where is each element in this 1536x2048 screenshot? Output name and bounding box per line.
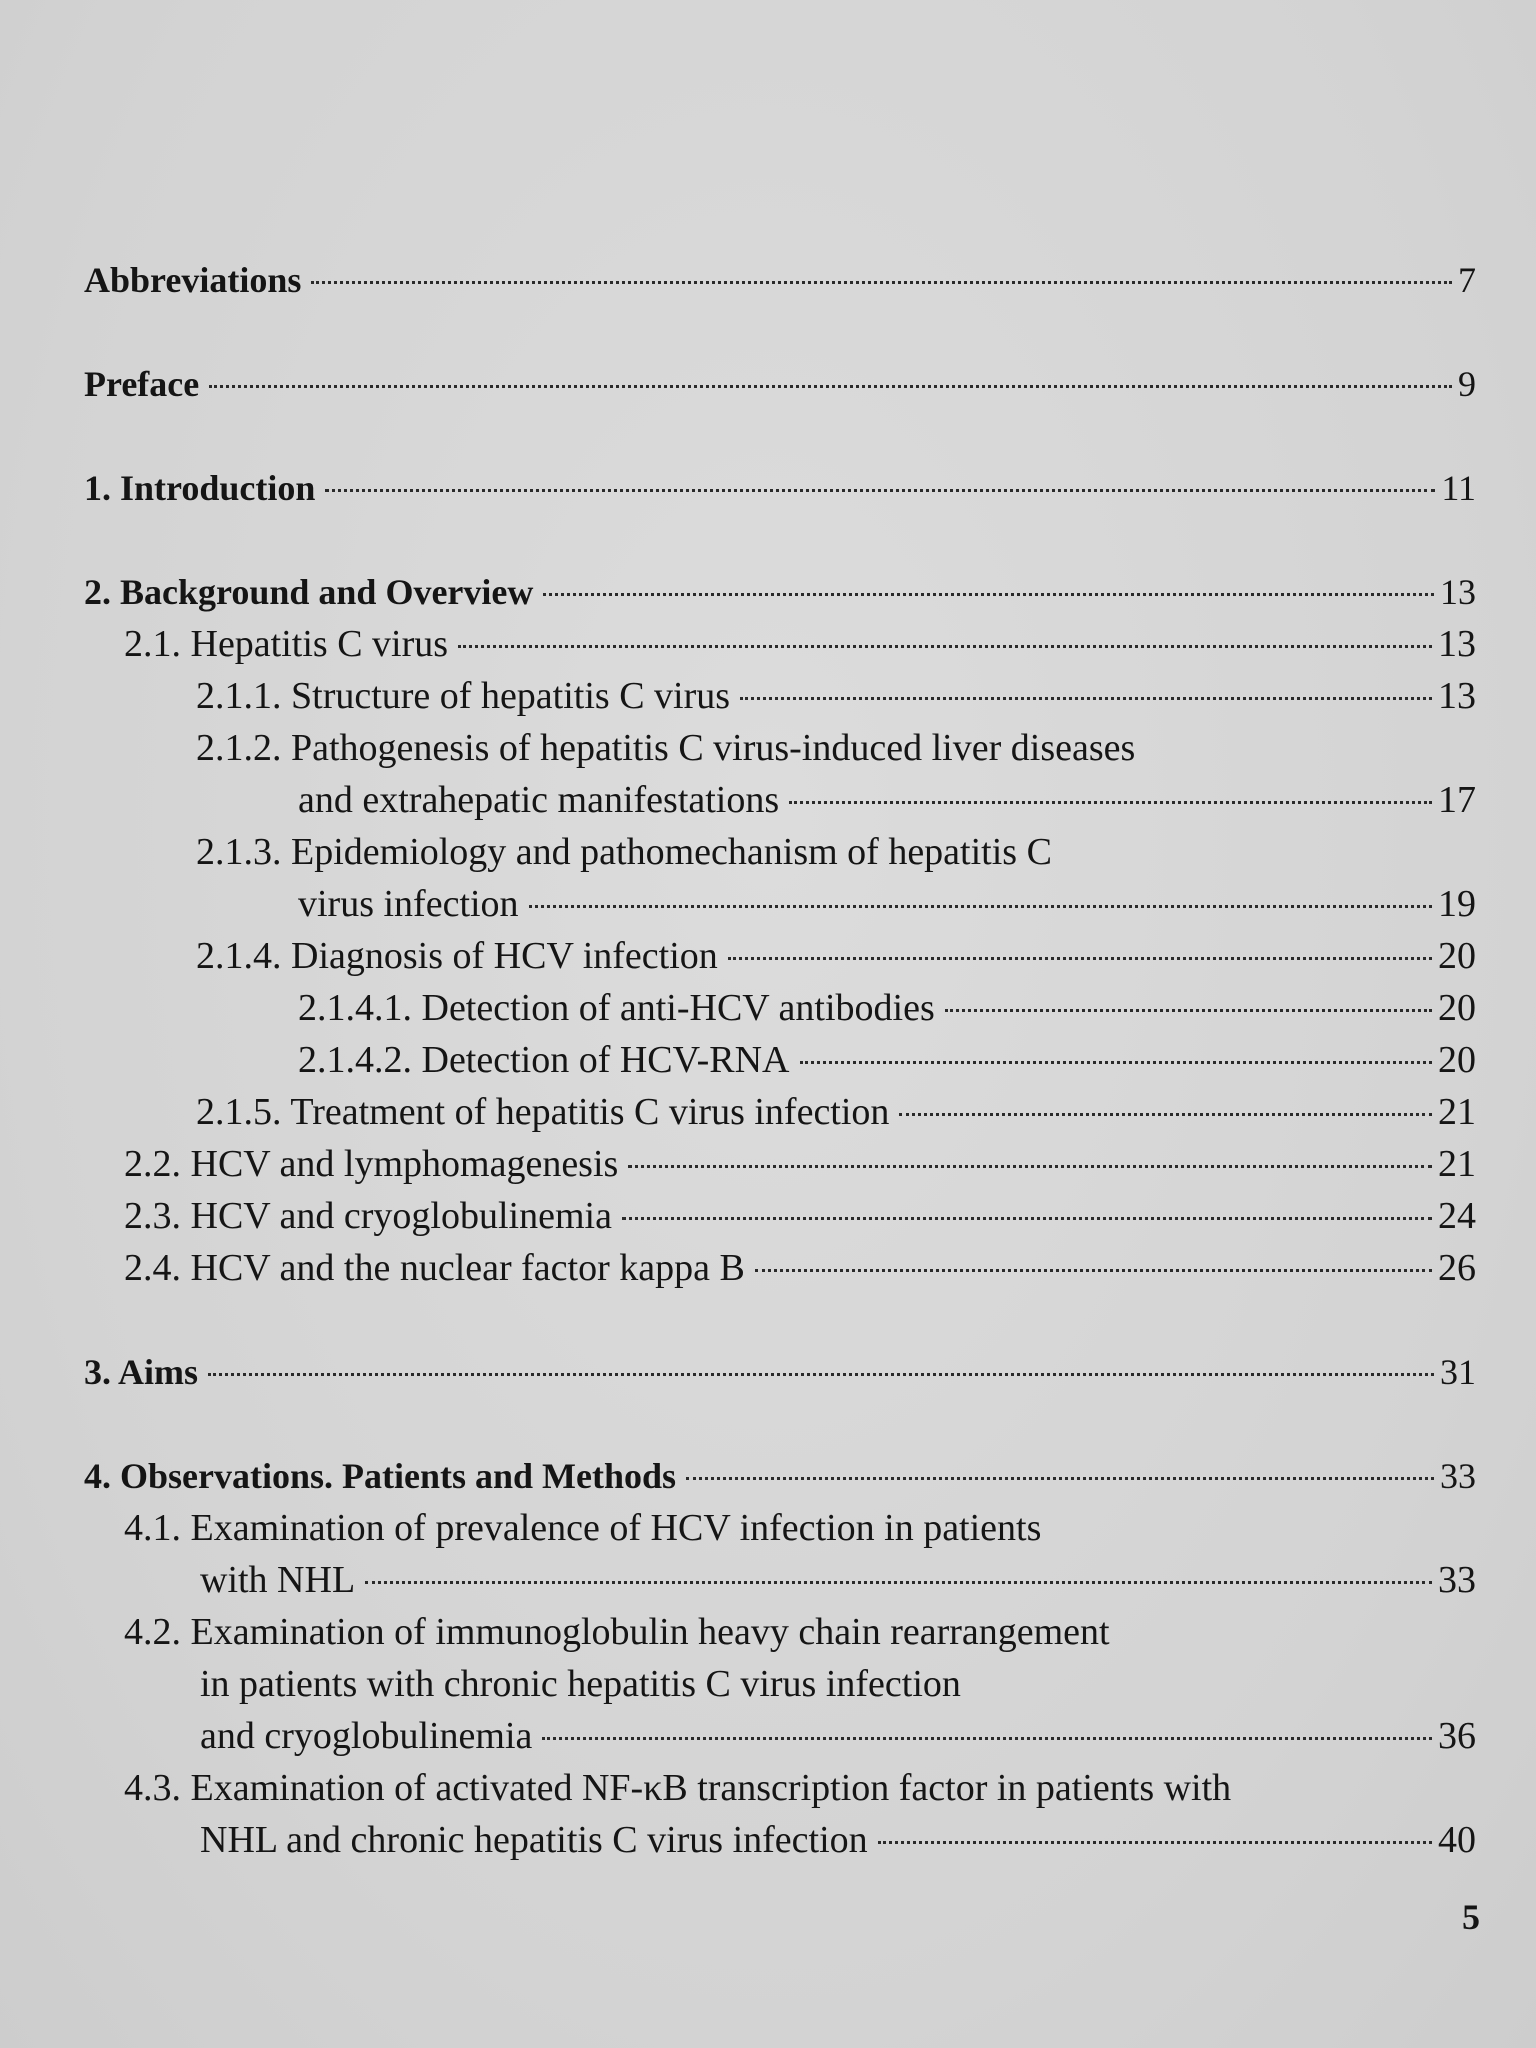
toc-page-number: 13 <box>1440 572 1476 612</box>
dot-leader <box>311 280 1452 284</box>
toc-entry-observations <box>84 1450 1476 1502</box>
toc-entry-4-3 <box>84 1762 1476 1866</box>
toc-title: 2.1.4.2. Detection of HCV-RNA <box>298 1039 790 1081</box>
toc-entry-2-1 <box>84 618 1476 670</box>
dot-leader <box>878 1840 1432 1844</box>
toc-entry-2-1-4-2 <box>84 1034 1476 1086</box>
toc-entry-introduction <box>84 462 1476 514</box>
toc-title-line: 2.1.2. Pathogenesis of hepatitis C virus-induced liver diseases <box>196 727 1136 769</box>
toc-page-number: 21 <box>1438 1091 1476 1133</box>
toc-title: 4. Observations. Patients and Methods <box>84 1456 677 1496</box>
toc-entry-2-4 <box>84 1242 1476 1294</box>
dot-leader <box>209 384 1452 388</box>
toc-page-number: 7 <box>1458 260 1476 300</box>
toc-page-number: 31 <box>1440 1352 1476 1392</box>
toc-title: 2.3. HCV and cryoglobulinemia <box>124 1195 612 1237</box>
dot-leader <box>628 1164 1432 1168</box>
toc-title-line: 4.1. Examination of prevalence of HCV infection in patients <box>124 1507 1042 1549</box>
toc-title: 2.1.5. Treatment of hepatitis C virus infection <box>196 1091 890 1133</box>
dot-leader <box>740 696 1432 700</box>
toc-title: 2.1.1. Structure of hepatitis C virus <box>196 675 731 717</box>
toc-title-line: 4.2. Examination of immunoglobulin heavy chain rearrangement <box>124 1611 1110 1653</box>
toc-entry-2-1-3 <box>84 826 1476 930</box>
toc-page-number: 19 <box>1438 883 1476 925</box>
toc-entry-abbreviations <box>84 254 1476 306</box>
toc-title-line: virus infection <box>298 883 519 925</box>
dot-leader <box>542 1736 1432 1740</box>
toc-title-line: NHL and chronic hepatitis C virus infection <box>200 1819 868 1861</box>
toc-title-line: 4.3. Examination of activated NF-κB transcription factor in patients with <box>124 1767 1232 1809</box>
toc-title-line: 2.1.3. Epidemiology and pathomechanism of hepatitis C <box>196 831 1052 873</box>
toc-title: Preface <box>84 364 200 404</box>
toc-entry-2-2 <box>84 1138 1476 1190</box>
toc-title-line: in patients with chronic hepatitis C virus infection <box>200 1663 961 1705</box>
toc-title: 2.1.4.1. Detection of anti-HCV antibodies <box>298 987 935 1029</box>
toc-page-number: 33 <box>1440 1456 1476 1496</box>
dot-leader <box>789 800 1432 804</box>
toc-entry-background <box>84 566 1476 618</box>
dot-leader <box>728 956 1432 960</box>
dot-leader <box>622 1216 1432 1220</box>
toc-title: Abbreviations <box>84 260 302 300</box>
toc-page-number: 13 <box>1438 675 1476 717</box>
toc-page-number: 40 <box>1438 1819 1476 1861</box>
toc-page-number: 20 <box>1438 935 1476 977</box>
toc-title-line: and extrahepatic manifestations <box>298 779 780 821</box>
toc-entry-aims <box>84 1346 1476 1398</box>
dot-leader <box>543 592 1434 596</box>
toc-page-number: 17 <box>1438 779 1476 821</box>
toc-title: 2.1.4. Diagnosis of HCV infection <box>196 935 718 977</box>
toc-title: 1. Introduction <box>84 468 316 508</box>
toc-entry-2-1-4 <box>84 930 1476 982</box>
dot-leader <box>945 1008 1432 1012</box>
toc-entry-2-1-5 <box>84 1086 1476 1138</box>
toc-page-number: 36 <box>1438 1715 1476 1757</box>
dot-leader <box>325 488 1435 492</box>
toc-page-number: 33 <box>1438 1559 1476 1601</box>
toc-page-number: 11 <box>1441 468 1476 508</box>
toc-title: 3. Aims <box>84 1352 199 1392</box>
toc-page-number: 24 <box>1438 1195 1476 1237</box>
toc-page-number: 20 <box>1438 1039 1476 1081</box>
toc-entry-2-1-2 <box>84 722 1476 826</box>
toc-entry-preface <box>84 358 1476 410</box>
toc-page-number: 9 <box>1458 364 1476 404</box>
toc-page-number: 21 <box>1438 1143 1476 1185</box>
dot-leader <box>365 1580 1432 1584</box>
toc-title: 2.2. HCV and lymphomagenesis <box>124 1143 619 1185</box>
toc-entry-2-1-4-1 <box>84 982 1476 1034</box>
toc-page-number: 20 <box>1438 987 1476 1029</box>
dot-leader <box>899 1112 1432 1116</box>
toc-page-number: 13 <box>1438 623 1476 665</box>
toc-entry-4-2 <box>84 1606 1476 1762</box>
page-number-footer: 5 <box>1462 1897 1480 1937</box>
toc-page-number: 26 <box>1438 1247 1476 1289</box>
toc-title-line: with NHL <box>200 1559 356 1601</box>
toc-entry-4-1 <box>84 1502 1476 1606</box>
toc-title: 2. Background and Overview <box>84 572 534 612</box>
toc-title-line: and cryoglobulinemia <box>200 1715 533 1757</box>
dot-leader <box>529 904 1432 908</box>
dot-leader <box>755 1268 1432 1272</box>
dot-leader <box>208 1372 1434 1376</box>
dot-leader <box>686 1476 1434 1480</box>
table-of-contents <box>84 254 1476 1866</box>
toc-entry-2-3 <box>84 1190 1476 1242</box>
toc-entry-2-1-1 <box>84 670 1476 722</box>
dot-leader <box>800 1060 1433 1064</box>
dot-leader <box>458 644 1432 648</box>
toc-title: 2.4. HCV and the nuclear factor kappa B <box>124 1247 745 1289</box>
toc-title: 2.1. Hepatitis C virus <box>124 623 449 665</box>
